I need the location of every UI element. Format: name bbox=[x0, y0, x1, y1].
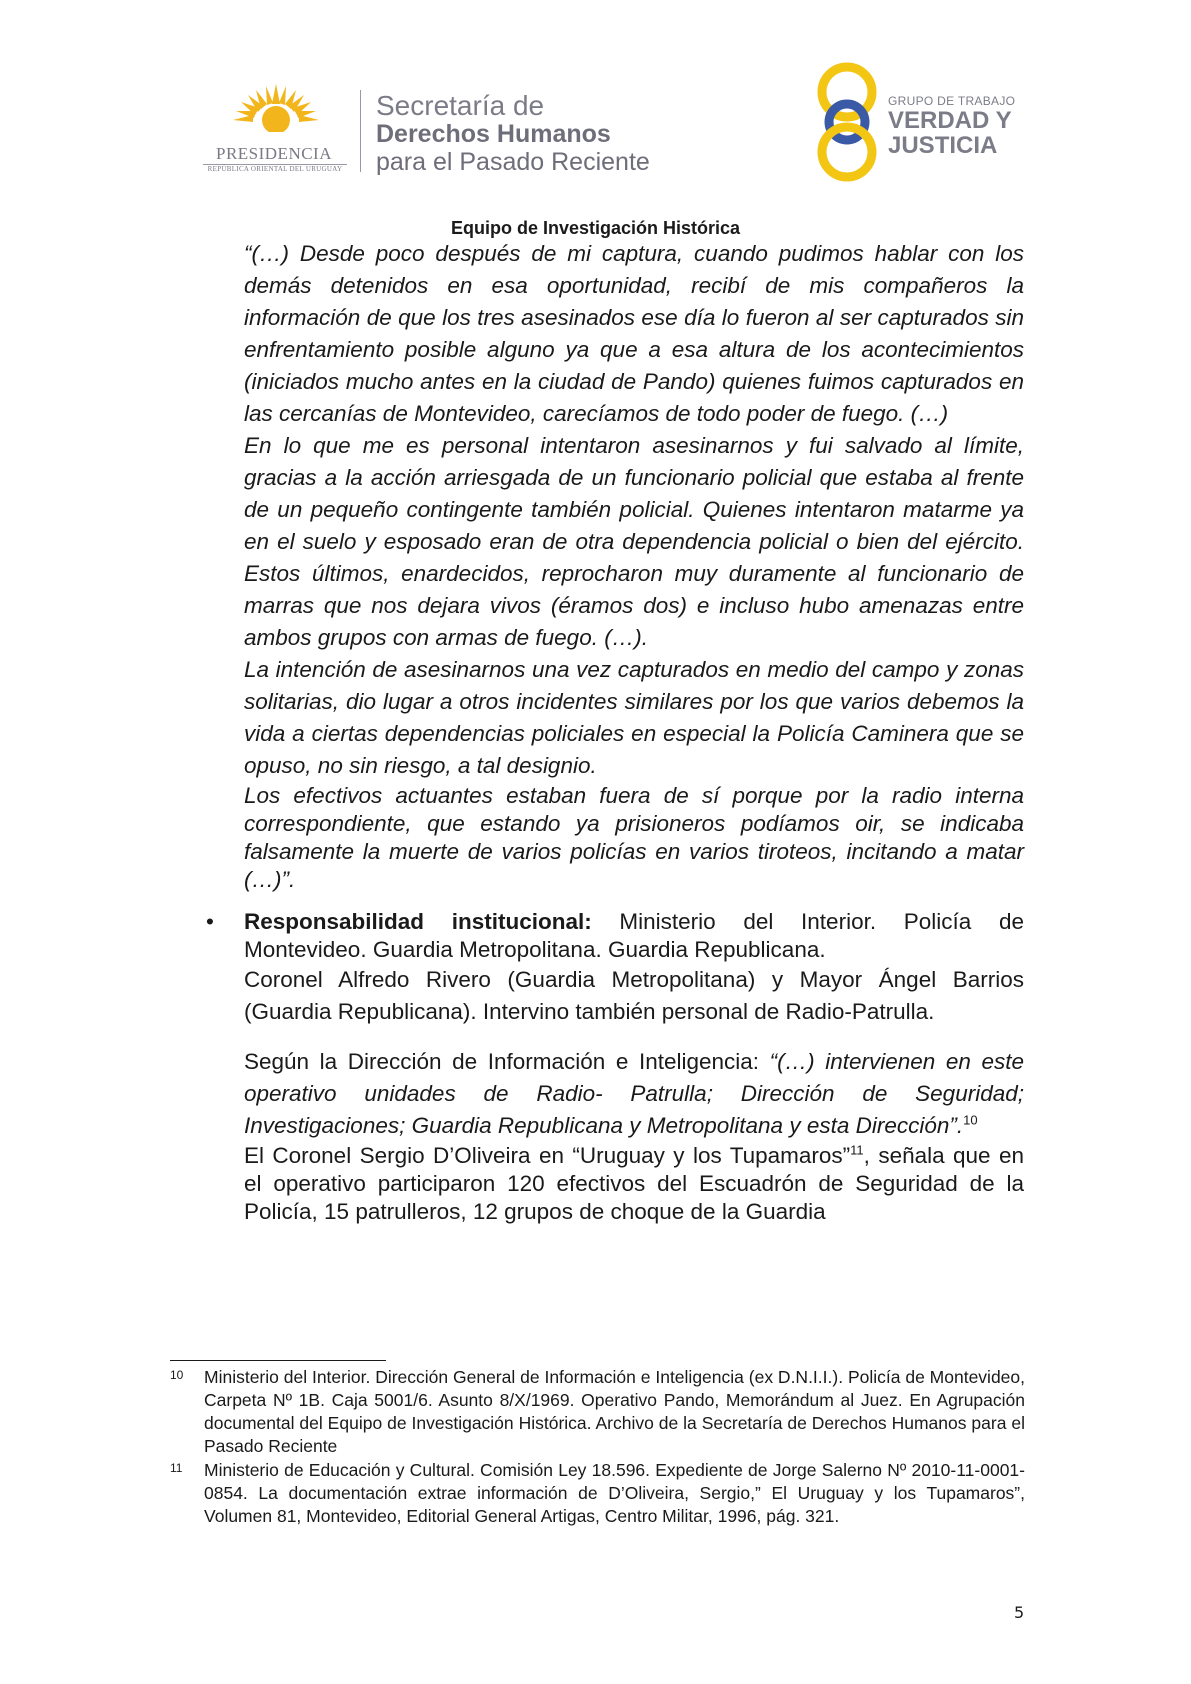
quote-paragraph-1: “(…) Desde poco después de mi captura, cuando pudimos hablar con los demás detenidos en esa oportunidad, recibí de mis compañeros la información de que los tres asesinados ese día lo fueron al ser capturados sin enfrentamiento posible alguno ya que a esa altura de los acontecimientos (iniciados mucho antes en la ciudad de Pando) quienes fuimos capturados en las cercanías de Montevideo, carecíamos de todo poder de fuego. (…) bbox=[244, 241, 1024, 426]
segun-paragraph bbox=[244, 1046, 1024, 1142]
quote-paragraph-2: En lo que me es personal intentaron asesinarnos y fui salvado al límite, gracias a la acción arriesgada de un funcionario policial que estaba al frente de un pequeño contingente también policial. Quienes intentaron matarme ya en el suelo y esposado eran de otra dependencia policial o bien del ejército. Estos últimos, enardecidos, reprocharon muy duramente al funcionario de marras que nos dejara vivos (éramos dos) e incluso hubo amenazas entre ambos grupos con armas de fuego. (…). bbox=[244, 433, 1024, 650]
secretaria-logo-text bbox=[376, 92, 736, 176]
grupo-line-1: GRUPO DE TRABAJO bbox=[888, 94, 1016, 108]
sun-icon bbox=[231, 82, 321, 142]
secretaria-line-1: Secretaría de bbox=[376, 90, 545, 121]
footnote-text: Ministerio de Educación y Cultural. Comisión Ley 18.596. Expediente de Jorge Salerno Nº 2010-11-0001-0854. La documentación extrae información de D’Oliveira, Sergio,” El Uruguay y los Tupamaros”, Volumen 81, Montevideo, Editorial General Artigas, Centro Militar, 1996, pág. 321. bbox=[204, 1460, 1025, 1526]
presidencia-logo bbox=[195, 82, 355, 178]
presidencia-subtitle: REPÚBLICA ORIENTAL DEL URUGUAY bbox=[207, 165, 343, 173]
verdad-justicia-rings-icon bbox=[812, 62, 882, 182]
quote-paragraph-4: Los efectivos actuantes estaban fuera de sí porque por la radio interna correspondiente, que estando ya prisioneros podíamos oir, se indicaba falsamente la muerte de varios policías en varios tiroteos, incitando a matar (…)”. bbox=[244, 783, 1024, 892]
doliveira-paragraph bbox=[244, 1142, 1024, 1226]
footnote-number: 11 bbox=[170, 1461, 183, 1475]
grupo-line-3: JUSTICIA bbox=[888, 132, 998, 159]
footnote-11 bbox=[170, 1459, 1025, 1528]
bullet-label: Responsabilidad institucional: bbox=[244, 909, 592, 934]
footnote-text: Ministerio del Interior. Dirección General de Información e Inteligencia (ex D.N.I.I.). Policía de Montevideo, Carpeta Nº 1B. Caja 5001/6. Asunto 8/X/1969. Operativo Pando, Memorándum al Juez. En Agrupación documental del Equipo de Investigación Histórica. Archivo de la Secretaría de Derechos Humanos para el Pasado Reciente bbox=[204, 1367, 1025, 1456]
secretaria-line-3: para el Pasado Reciente bbox=[376, 148, 650, 176]
testimony-quote bbox=[244, 238, 1024, 894]
grupo-trabajo-text bbox=[888, 94, 1048, 158]
presidencia-wordmark: PRESIDENCIA bbox=[215, 144, 332, 163]
footnote-10 bbox=[170, 1366, 1025, 1458]
doliveira-part-2: , señala que en el operativo participaron 120 efectivos del Escuadrón de Seguridad de la Policía, 15 patrulleros, 12 grupos de choque de la Guardia bbox=[244, 1143, 1024, 1224]
footnote-ref-10: 10 bbox=[963, 1112, 978, 1128]
segun-lead: Según la Dirección de Información e Inteligencia: bbox=[244, 1049, 770, 1074]
secretaria-line-2: Derechos Humanos bbox=[376, 120, 611, 148]
footnote-separator bbox=[170, 1360, 386, 1361]
responsabilidad-bullet bbox=[206, 908, 1024, 964]
document-body bbox=[206, 238, 1025, 1226]
footnote-number: 10 bbox=[170, 1368, 184, 1382]
header-divider bbox=[360, 90, 361, 172]
segun-quote: “(…) intervienen en este operativo unidades de Radio- Patrulla; Dirección de Seguridad; Investigaciones; Guardia Republicana y Metropolitana y esta Dirección”. bbox=[244, 1049, 1025, 1138]
doliveira-part-1: El Coronel Sergio D’Oliveira en “Uruguay y los Tupamaros” bbox=[244, 1143, 851, 1168]
grupo-line-2: VERDAD Y bbox=[888, 107, 1012, 134]
bullet-icon: • bbox=[206, 909, 214, 934]
quote-paragraph-3: La intención de asesinarnos una vez capturados en medio del campo y zonas solitarias, dio lugar a otros incidentes similares por los que varios debemos la vida a ciertas dependencias policiales en especial la Policía Caminera que se opuso, no sin riesgo, a tal designio. bbox=[244, 657, 1024, 778]
page-number: 5 bbox=[1014, 1603, 1025, 1622]
bullet-text: Ministerio del Interior. Policía de Montevideo. Guardia Metropolitana. Guardia Republicana. bbox=[244, 909, 1024, 962]
coronel-paragraph: Coronel Alfredo Rivero (Guardia Metropolitana) y Mayor Ángel Barrios (Guardia Republicana). Intervino también personal de Radio-Patrulla. bbox=[244, 967, 1024, 1024]
team-title: Equipo de Investigación Histórica bbox=[450, 218, 741, 238]
footnote-ref-11: 11 bbox=[850, 1142, 864, 1158]
